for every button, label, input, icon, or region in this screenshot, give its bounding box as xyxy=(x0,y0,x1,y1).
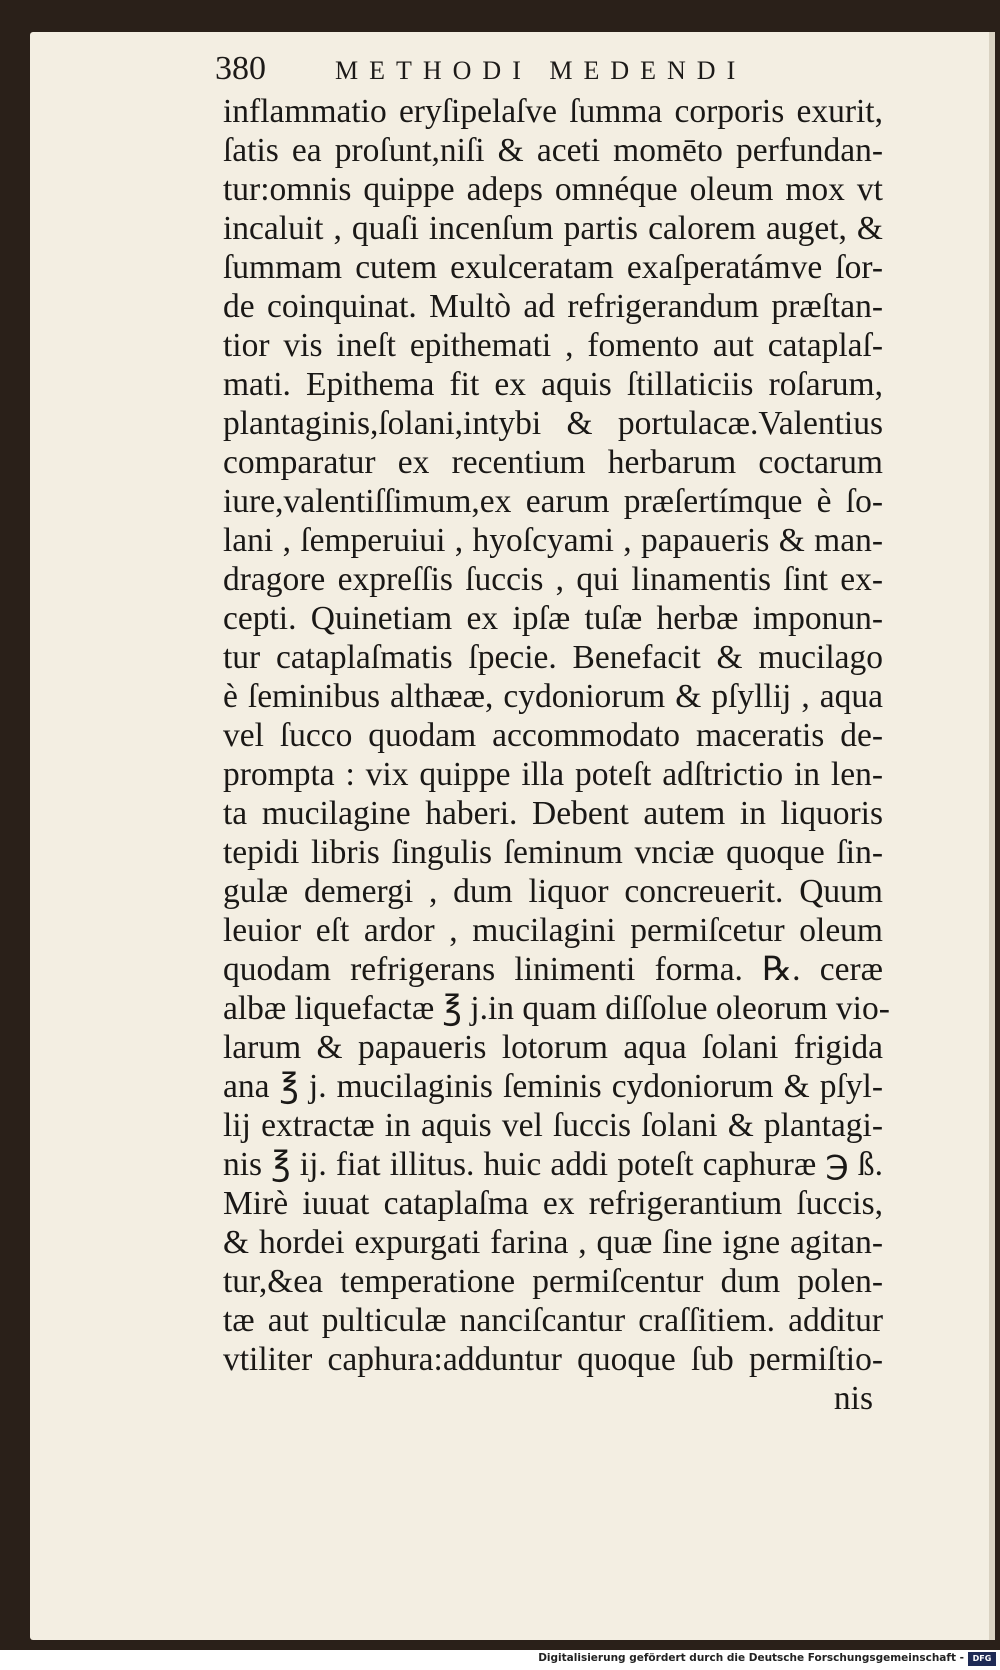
text-line: comparatur ex recentium herbarum coctarum xyxy=(223,444,883,481)
text-line: gulæ demergi , dum liquor concreuerit. Quum xyxy=(223,873,883,910)
text-line: prompta : vix quippe illa poteſt adſtrictio in len- xyxy=(223,756,883,793)
text-line: Mirè iuuat cataplaſma ex refrigerantium ſuccis, xyxy=(223,1185,883,1222)
text-line: incaluit , quaſi incenſum partis calorem auget, & xyxy=(223,210,883,247)
text-line: ſummam cutem exulceratam exaſperatámve ſor- xyxy=(223,249,883,286)
text-line: & hordei expurgati farina , quæ ſine igne agitan- xyxy=(223,1224,883,1261)
page-number: 380 xyxy=(215,50,266,87)
text-line: ana ℥ j. mucilaginis ſeminis cydoniorum & pſyl- xyxy=(223,1068,883,1105)
text-line: tæ aut pulticulæ nanciſcantur craſſitiem. additur xyxy=(223,1302,883,1339)
text-line: lij extractæ in aquis vel ſuccis ſolani & plantagi- xyxy=(223,1107,883,1144)
dfg-logo: DFG xyxy=(968,1652,996,1666)
text-line: de coinquinat. Multò ad refrigerandum præſtan- xyxy=(223,288,883,325)
text-line: lani , ſemperuiui , hyoſcyami , papaueris & man- xyxy=(223,522,883,559)
text-line: vtiliter caphura:adduntur quoque ſub permiſtio- xyxy=(223,1341,883,1378)
digitization-credit: Digitalisierung gefördert durch die Deutsche Forschungsgemeinschaft - xyxy=(538,1652,964,1664)
text-line: tepidi libris ſingulis ſeminum vnciæ quoque ſin- xyxy=(223,834,883,871)
text-line: leuior eſt ardor , mucilagini permiſcetur oleum xyxy=(223,912,883,949)
text-line: tur:omnis quippe adeps omnéque oleum mox vt xyxy=(223,171,883,208)
catchword: nis xyxy=(833,1380,873,1417)
text-line: inflammatio eryſipelaſve ſumma corporis exurit, xyxy=(223,93,883,130)
text-line: cepti. Quinetiam ex ipſæ tuſæ herbæ imponun- xyxy=(223,600,883,637)
text-line: nis ℥ ij. fiat illitus. huic addi poteſt caphuræ ℈ ß. xyxy=(223,1146,883,1183)
text-line: quodam refrigerans linimenti forma. ℞. ceræ xyxy=(223,951,883,988)
text-line: tur cataplaſmatis ſpecie. Benefacit & mucilago xyxy=(223,639,883,676)
text-line: iure,valentiſſimum,ex earum præſertímque è ſo- xyxy=(223,483,883,520)
text-line: ſatis ea proſunt,niſi & aceti momēto perfundan- xyxy=(223,132,883,169)
text-line: albæ liquefactæ ℥ j.in quam diſſolue oleorum vio- xyxy=(223,990,890,1027)
text-line: tior vis ineſt epithemati , fomento aut cataplaſ- xyxy=(223,327,883,364)
footer-bar xyxy=(0,1650,1000,1670)
text-line: vel ſucco quodam accommodato maceratis de- xyxy=(223,717,883,754)
text-line: plantaginis,ſolani,intybi & portulacæ.Valentius xyxy=(223,405,883,442)
text-line: larum & papaueris lotorum aqua ſolani frigida xyxy=(223,1029,883,1066)
page-edge xyxy=(989,32,995,1640)
text-line: dragore expreſſis ſuccis , qui linamentis ſint ex- xyxy=(223,561,883,598)
page-header xyxy=(215,50,875,90)
text-line: ta mucilagine haberi. Debent autem in liquoris xyxy=(223,795,883,832)
body-text xyxy=(223,92,890,1418)
text-line: tur,&ea temperatione permiſcentur dum polen- xyxy=(223,1263,883,1300)
text-line: è ſeminibus althææ, cydoniorum & pſyllij , aqua xyxy=(223,678,883,715)
running-title: METHODI MEDENDI xyxy=(335,56,747,85)
text-line: mati. Epithema fit ex aquis ſtillaticiis roſarum, xyxy=(223,366,883,403)
